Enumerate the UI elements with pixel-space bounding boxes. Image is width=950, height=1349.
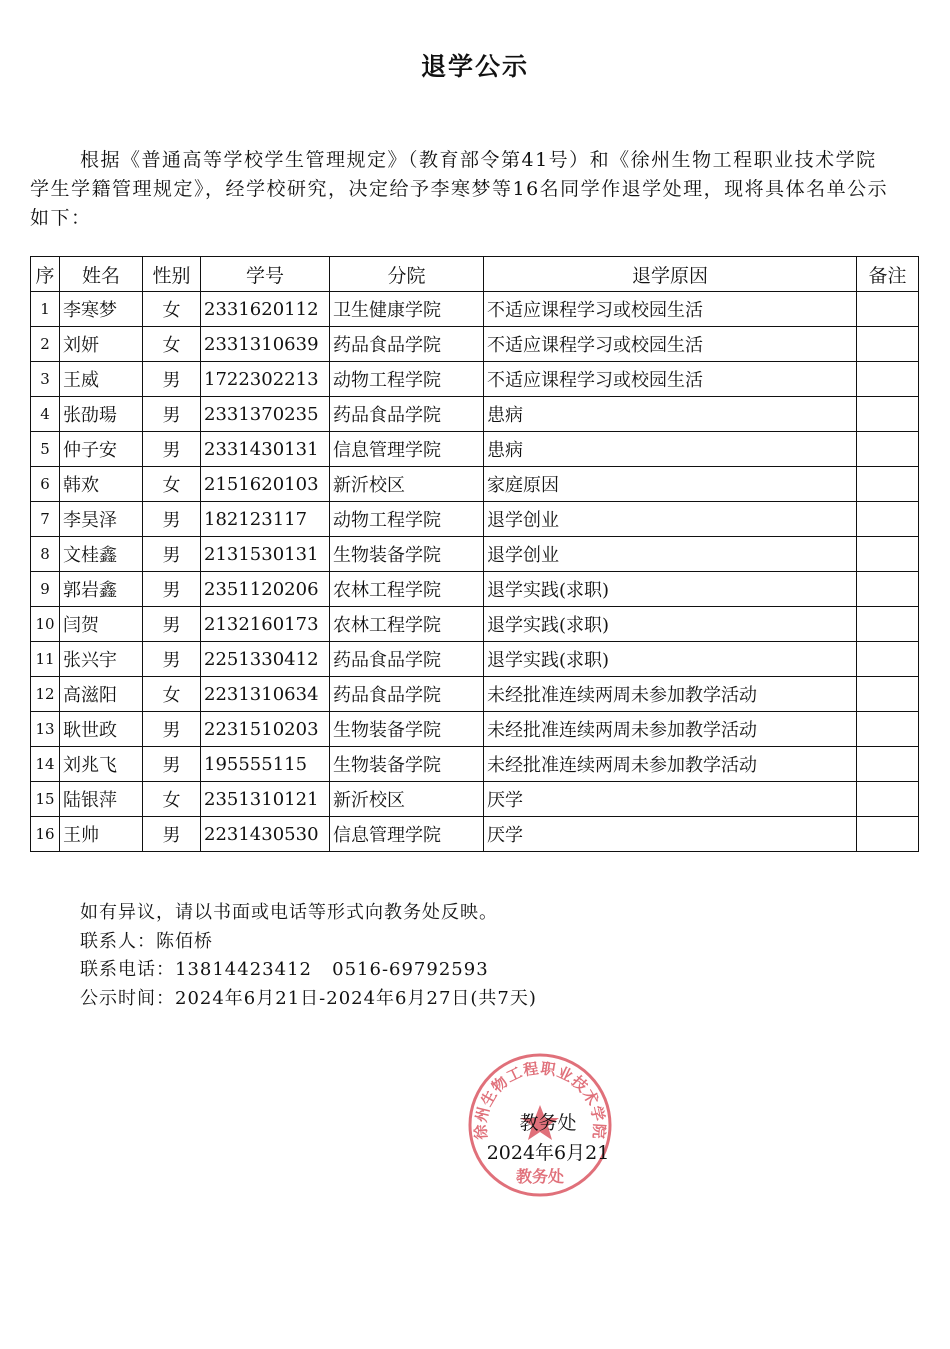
remarks <box>857 327 919 362</box>
student-id: 2131530131 <box>201 537 330 572</box>
withdrawal-reason: 患病 <box>484 432 857 467</box>
table-row <box>31 747 919 782</box>
student-college: 生物装备学院 <box>330 747 484 782</box>
student-name: 高滋阳 <box>60 677 143 712</box>
student-gender: 女 <box>143 327 201 362</box>
row-index: 2 <box>31 327 60 362</box>
withdrawal-reason: 未经批准连续两周未参加教学活动 <box>484 712 857 747</box>
remarks <box>857 467 919 502</box>
table-row <box>31 362 919 397</box>
contact-phone: 联系电话：13814423412 0516-69792593 <box>80 959 489 980</box>
remarks <box>857 642 919 677</box>
student-id: 2231430530 <box>201 817 330 852</box>
remarks <box>857 397 919 432</box>
student-college: 药品食品学院 <box>330 677 484 712</box>
remarks <box>857 747 919 782</box>
signature-block <box>458 1108 638 1168</box>
student-gender: 男 <box>143 502 201 537</box>
student-id: 2351310121 <box>201 782 330 817</box>
table-row <box>31 572 919 607</box>
table-row <box>31 782 919 817</box>
student-name: 郭岩鑫 <box>60 572 143 607</box>
student-id: 2331370235 <box>201 397 330 432</box>
student-college: 新沂校区 <box>330 467 484 502</box>
svg-text:徐州生物工程职业技术学院: 徐州生物工程职业技术学院 <box>471 1059 609 1141</box>
student-college: 农林工程学院 <box>330 572 484 607</box>
table-row <box>31 712 919 747</box>
student-gender: 女 <box>143 782 201 817</box>
student-college: 新沂校区 <box>330 782 484 817</box>
remarks <box>857 362 919 397</box>
student-gender: 女 <box>143 467 201 502</box>
student-name: 李昊泽 <box>60 502 143 537</box>
header-name: 姓名 <box>60 257 143 292</box>
withdrawal-reason: 退学实践(求职) <box>484 572 857 607</box>
issuing-office: 教务处 <box>519 1112 577 1134</box>
student-name: 张兴宇 <box>60 642 143 677</box>
header-student-id: 学号 <box>201 257 330 292</box>
table-row <box>31 607 919 642</box>
row-index: 16 <box>31 817 60 852</box>
row-index: 11 <box>31 642 60 677</box>
student-id: 2331310639 <box>201 327 330 362</box>
table-row <box>31 642 919 677</box>
withdrawal-reason: 退学实践(求职) <box>484 642 857 677</box>
svg-text:教务处: 教务处 <box>515 1167 565 1186</box>
remarks <box>857 572 919 607</box>
student-id: 195555115 <box>201 747 330 782</box>
student-id: 1722302213 <box>201 362 330 397</box>
student-college: 生物装备学院 <box>330 712 484 747</box>
row-index: 13 <box>31 712 60 747</box>
header-college: 分院 <box>330 257 484 292</box>
withdrawal-table <box>30 256 919 852</box>
table-header-row <box>31 257 919 292</box>
withdrawal-reason: 未经批准连续两周未参加教学活动 <box>484 747 857 782</box>
withdrawal-reason: 厌学 <box>484 782 857 817</box>
student-name: 闫贺 <box>60 607 143 642</box>
row-index: 12 <box>31 677 60 712</box>
contact-person: 联系人：陈佰桥 <box>80 930 213 952</box>
student-college: 药品食品学院 <box>330 642 484 677</box>
withdrawal-reason: 未经批准连续两周未参加教学活动 <box>484 677 857 712</box>
row-index: 3 <box>31 362 60 397</box>
row-index: 14 <box>31 747 60 782</box>
student-id: 2132160173 <box>201 607 330 642</box>
student-name: 张劭瑒 <box>60 397 143 432</box>
row-index: 8 <box>31 537 60 572</box>
table-row <box>31 817 919 852</box>
header-reason: 退学原因 <box>484 257 857 292</box>
student-id: 2331620112 <box>201 292 330 327</box>
row-index: 7 <box>31 502 60 537</box>
table-row <box>31 397 919 432</box>
student-college: 药品食品学院 <box>330 327 484 362</box>
remarks <box>857 817 919 852</box>
remarks <box>857 502 919 537</box>
student-name: 仲子安 <box>60 432 143 467</box>
withdrawal-reason: 退学实践(求职) <box>484 607 857 642</box>
row-index: 15 <box>31 782 60 817</box>
student-name: 刘兆飞 <box>60 747 143 782</box>
table-row <box>31 327 919 362</box>
student-gender: 男 <box>143 712 201 747</box>
publicity-period: 公示时间：2024年6月21日-2024年6月27日(共7天) <box>80 987 537 1009</box>
withdrawal-reason: 厌学 <box>484 817 857 852</box>
table-row <box>31 502 919 537</box>
student-id: 2351120206 <box>201 572 330 607</box>
student-college: 药品食品学院 <box>330 397 484 432</box>
table-body <box>31 292 919 852</box>
table-row <box>31 292 919 327</box>
student-college: 信息管理学院 <box>330 817 484 852</box>
issue-date: 2024年6月21 <box>486 1142 610 1164</box>
withdrawal-reason: 不适应课程学习或校园生活 <box>484 327 857 362</box>
student-gender: 男 <box>143 537 201 572</box>
student-gender: 男 <box>143 432 201 467</box>
row-index: 6 <box>31 467 60 502</box>
student-gender: 男 <box>143 572 201 607</box>
student-gender: 男 <box>143 362 201 397</box>
remarks <box>857 537 919 572</box>
remarks <box>857 712 919 747</box>
student-id: 2331430131 <box>201 432 330 467</box>
student-gender: 男 <box>143 817 201 852</box>
withdrawal-reason: 患病 <box>484 397 857 432</box>
header-index: 序 <box>31 257 60 292</box>
remarks <box>857 607 919 642</box>
student-id: 2251330412 <box>201 642 330 677</box>
student-name: 耿世政 <box>60 712 143 747</box>
student-name: 王帅 <box>60 817 143 852</box>
student-college: 动物工程学院 <box>330 362 484 397</box>
header-remarks: 备注 <box>857 257 919 292</box>
withdrawal-reason: 退学创业 <box>484 502 857 537</box>
student-gender: 男 <box>143 642 201 677</box>
student-id: 2151620103 <box>201 467 330 502</box>
remarks <box>857 292 919 327</box>
withdrawal-reason: 不适应课程学习或校园生活 <box>484 292 857 327</box>
student-gender: 女 <box>143 677 201 712</box>
withdrawal-reason: 不适应课程学习或校园生活 <box>484 362 857 397</box>
table-row <box>31 432 919 467</box>
withdrawal-reason: 家庭原因 <box>484 467 857 502</box>
row-index: 9 <box>31 572 60 607</box>
footer-notes <box>80 899 537 1013</box>
student-name: 陆银萍 <box>60 782 143 817</box>
student-name: 王威 <box>60 362 143 397</box>
student-gender: 男 <box>143 397 201 432</box>
student-gender: 男 <box>143 747 201 782</box>
remarks <box>857 782 919 817</box>
remarks <box>857 677 919 712</box>
student-gender: 男 <box>143 607 201 642</box>
student-id: 2231310634 <box>201 677 330 712</box>
table-row <box>31 467 919 502</box>
intro-paragraph: 根据《普通高等学校学生管理规定》（教育部令第41号）和《徐州生物工程职业技术学院学生学籍管理规定》，经学校研究，决定给予李寒梦等16名同学作退学处理，现将具体名单公示如下： <box>30 149 889 229</box>
student-college: 农林工程学院 <box>330 607 484 642</box>
header-gender: 性别 <box>143 257 201 292</box>
student-gender: 女 <box>143 292 201 327</box>
student-college: 信息管理学院 <box>330 432 484 467</box>
row-index: 4 <box>31 397 60 432</box>
row-index: 5 <box>31 432 60 467</box>
student-name: 韩欢 <box>60 467 143 502</box>
table-row <box>31 537 919 572</box>
remarks <box>857 432 919 467</box>
student-id: 2231510203 <box>201 712 330 747</box>
student-college: 卫生健康学院 <box>330 292 484 327</box>
page-title: 退学公示 <box>420 52 529 81</box>
row-index: 10 <box>31 607 60 642</box>
student-name: 刘妍 <box>60 327 143 362</box>
student-name: 李寒梦 <box>60 292 143 327</box>
student-id: 182123117 <box>201 502 330 537</box>
student-college: 生物装备学院 <box>330 537 484 572</box>
table-row <box>31 677 919 712</box>
row-index: 1 <box>31 292 60 327</box>
student-name: 文桂鑫 <box>60 537 143 572</box>
objection-note: 如有异议，请以书面或电话等形式向教务处反映。 <box>80 902 498 923</box>
student-college: 动物工程学院 <box>330 502 484 537</box>
withdrawal-reason: 退学创业 <box>484 537 857 572</box>
